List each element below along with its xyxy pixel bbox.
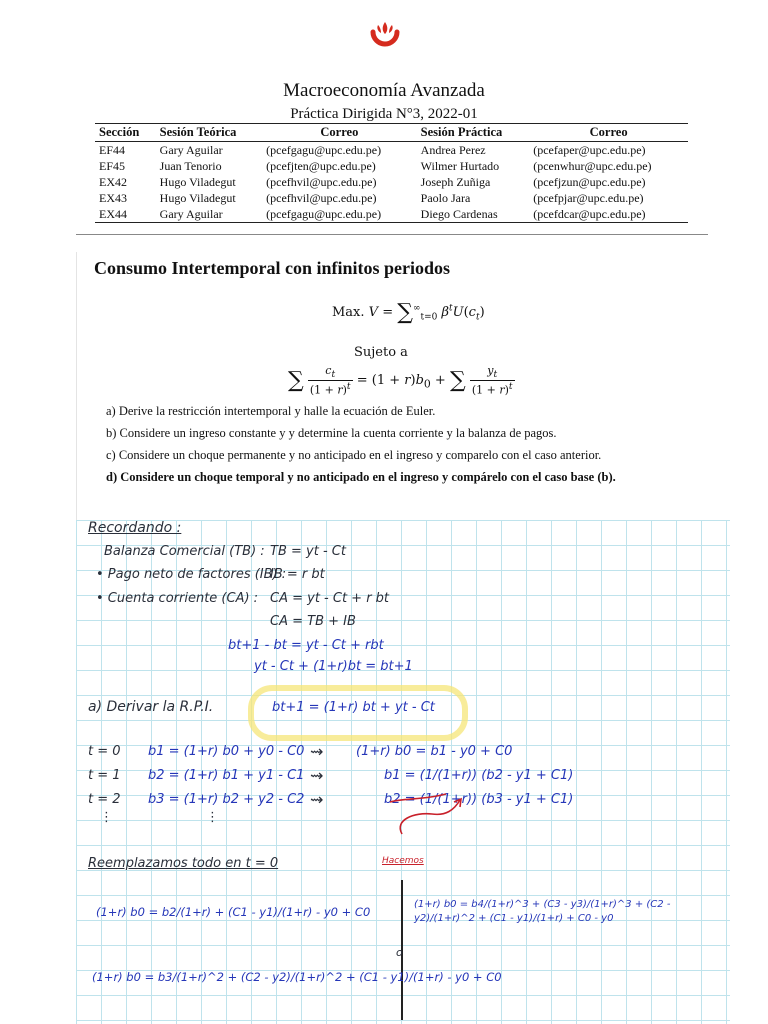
continuation-dots: ⋮ — [100, 810, 113, 825]
table-row — [95, 206, 688, 223]
note-label: • Cuenta corriente (CA) : — [96, 591, 259, 606]
table-cell: (pcefdcar@upc.edu.pe) — [529, 206, 688, 223]
table-cell: Juan Tenorio — [159, 159, 222, 173]
t-label: t = 2 — [88, 792, 121, 807]
column-header: Sección — [95, 124, 156, 142]
substitution-equation: (1+r) b0 = b3/(1+r)^2 + (C2 - y2)/(1+r)^2 + (C1 - y1)/(1+r) - y0 + C0 — [92, 970, 502, 984]
budget-constraint: ∑ $\frac{c_t}{(1 + r)^t}$ = $(1 + r)b_0$ + ∑ $\frac{y_t}{(1 + r)^t}$ — [288, 364, 513, 397]
table-row — [95, 142, 688, 159]
table-cell: (pcefpjar@upc.edu.pe) — [533, 191, 644, 205]
table-cell: EX44 — [95, 206, 156, 223]
table-cell: Hugo Viladegut — [159, 191, 236, 205]
table-cell: (pcefhvil@upc.edu.pe) — [266, 175, 377, 189]
table-cell: (pcenwhur@upc.edu.pe) — [533, 159, 652, 173]
note-equation: IB = r bt — [270, 567, 325, 582]
part-a-label: a) Derivar la R.P.I. — [88, 699, 214, 715]
wave-arrow-icon: ⇝ — [310, 790, 324, 809]
note-label: • Pago neto de factores (IB) : — [96, 567, 287, 582]
table-cell: Diego Cardenas — [417, 206, 530, 223]
wave-arrow-icon: ⇝ — [310, 766, 324, 785]
table-row — [95, 174, 688, 190]
t-equation: b1 = (1/(1+r)) (b2 - y1 + C1) — [384, 768, 574, 783]
circle-mark-icon: o — [396, 946, 403, 959]
continuation-dots: ⋮ — [206, 810, 219, 825]
exercise-list — [106, 404, 716, 492]
table-cell: EF45 — [99, 159, 126, 173]
debt-equation: yt - Ct + (1+r)bt = bt+1 — [254, 659, 413, 674]
exercise-item-b: b) Considere un ingreso constante y y determine la cuenta corriente y la balanza de pagos. — [106, 426, 557, 440]
table-cell: (pcefjzun@upc.edu.pe) — [533, 175, 646, 189]
problem-title: Consumo Intertemporal con infinitos periodos — [94, 258, 451, 278]
wave-arrow-icon: ⇝ — [310, 742, 324, 761]
recordando-label: Recordando : — [88, 520, 182, 536]
table-cell: Gary Aguilar — [159, 143, 223, 157]
t-equation: b2 = (1+r) b1 + y1 - C1 — [148, 768, 305, 783]
table-cell: (pcefaper@upc.edu.pe) — [533, 143, 646, 157]
highlighted-equation: bt+1 = (1+r) bt + yt - Ct — [272, 700, 435, 715]
exercise-item-d: d) Considere un choque temporal y no anticipado en el ingreso y compárelo con el caso base (b). — [106, 470, 616, 484]
upc-logo-icon — [370, 20, 400, 54]
exercise-item-c: c) Considere un choque permanente y no anticipado en el ingreso y comparelo con el caso anterior. — [106, 448, 602, 462]
table-cell: Hugo Viladegut — [159, 175, 236, 189]
column-header: Correo — [262, 124, 417, 142]
hacemos-label: Hacemos — [382, 856, 424, 866]
table-row — [95, 158, 688, 174]
column-header: Correo — [529, 124, 688, 142]
table-cell: (pcefgagu@upc.edu.pe) — [262, 206, 417, 223]
expanded-equation: (1+r) b0 = b4/(1+r)^3 + (C3 - y3)/(1+r)^3 + (C2 - y2)/(1+r)^2 + (C1 - y1)/(1+r) + C0 - y0 — [414, 899, 671, 924]
exercise-item-a: a) Derive la restricción intertemporal y halle la ecuación de Euler. — [106, 404, 436, 418]
note-equation: CA = TB + IB — [270, 614, 356, 629]
table-cell: Joseph Zuñiga — [420, 175, 491, 189]
t-label: t = 0 — [88, 744, 121, 759]
objective-function: Max. $V = \sum^\infty_{t=0}$ $\beta^tU(c_t)$ — [332, 300, 485, 325]
table-cell: EX42 — [99, 175, 127, 189]
table-row — [95, 190, 688, 206]
table-cell: Wilmer Hurtado — [420, 159, 500, 173]
t-equation: b1 = (1+r) b0 + y0 - C0 — [148, 744, 305, 759]
debt-equation: bt+1 - bt = yt - Ct + rbt — [228, 638, 384, 653]
table-cell: (pcefgagu@upc.edu.pe) — [266, 143, 382, 157]
table-cell: Andrea Perez — [420, 143, 486, 157]
table-cell: (pcefhvil@upc.edu.pe) — [266, 191, 377, 205]
subject-to-label: Sujeto a — [354, 345, 408, 360]
column-header: Sesión Práctica — [417, 124, 530, 142]
schedule-table — [95, 123, 688, 223]
document-title: Macroeconomía Avanzada — [283, 80, 485, 101]
table-cell: EX43 — [99, 191, 127, 205]
section-divider — [76, 234, 708, 235]
column-header: Sesión Teórica — [156, 124, 262, 142]
note-equation: TB = yt - Ct — [270, 544, 346, 559]
max-label: Max. — [332, 305, 365, 320]
t-equation: (1+r) b0 = b1 - y0 + C0 — [356, 744, 513, 759]
table-cell: EF44 — [99, 143, 126, 157]
note-label: Balanza Comercial (TB) : — [104, 544, 265, 559]
document-subtitle: Práctica Dirigida N°3, 2022-01 — [290, 106, 478, 122]
substitution-equation: (1+r) b0 = b2/(1+r) + (C1 - y1)/(1+r) - y0 + C0 — [96, 905, 371, 919]
t-equation: b3 = (1+r) b2 + y2 - C2 — [148, 792, 305, 807]
t-label: t = 1 — [88, 768, 121, 783]
substitution-arrow-icon — [384, 790, 474, 840]
note-equation: CA = yt - Ct + r bt — [270, 591, 390, 606]
reemplazamos-label: Reemplazamos todo en t = 0 — [88, 856, 279, 871]
table-cell: (pcefjten@upc.edu.pe) — [266, 159, 376, 173]
table-header-row — [95, 124, 688, 142]
table-cell: Gary Aguilar — [156, 206, 262, 223]
t-equation: b2 = (1/(1+r)) (b3 - y1 + C1) — [384, 792, 574, 807]
table-cell: Paolo Jara — [420, 191, 471, 205]
